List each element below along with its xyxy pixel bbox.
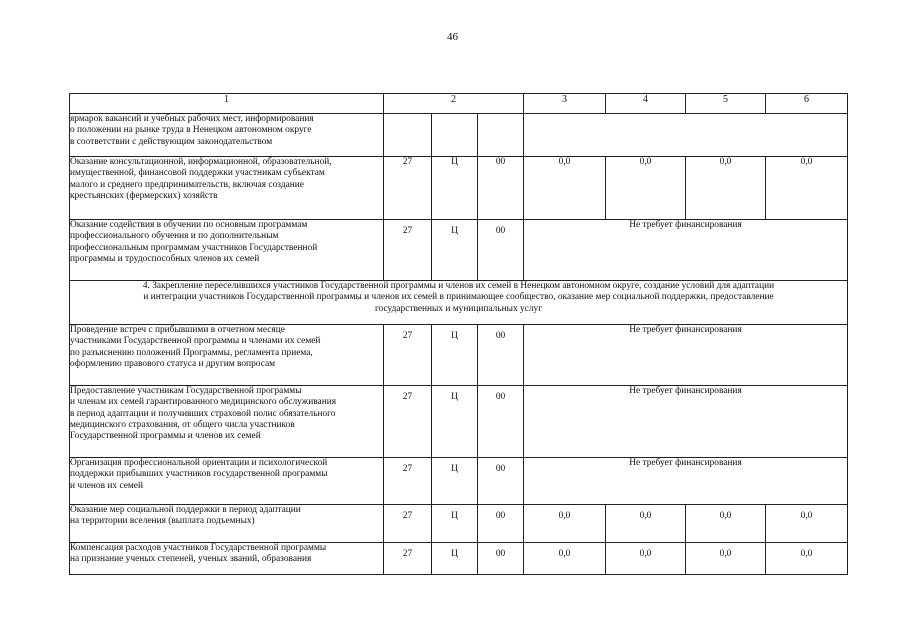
code-cell: 27 <box>384 386 432 458</box>
code-cell: 27 <box>384 157 432 220</box>
funding-note: Не требует финансирования <box>524 386 848 458</box>
code-cell: Ц <box>432 325 478 386</box>
value-cell: 0,0 <box>606 157 686 220</box>
code-cell: Ц <box>432 458 478 505</box>
table-row <box>70 325 848 386</box>
code-cell: 00 <box>478 458 524 505</box>
value-cell: 0,0 <box>606 543 686 575</box>
value-cell <box>524 114 848 157</box>
code-cell: 00 <box>478 386 524 458</box>
section-row <box>70 281 848 325</box>
row-name: Оказание мер социальной поддержки в период адаптации на территории вселения (выплата подъемных) <box>70 505 384 543</box>
table-row <box>70 386 848 458</box>
value-cell: 0,0 <box>766 157 848 220</box>
code-cell: 00 <box>478 157 524 220</box>
row-name: Предоставление участникам Государственной программы и членам их семей гарантированного медицинского обслуживания в период адаптации и получивших страховой полис обязательного медицинского страхования, от общего числа участников Государственной программы и членов их семей <box>70 386 384 458</box>
row-name: Оказание консультационной, информационной, образовательной, имущественной, финансовой поддержки участникам субъектам малого и среднего предпринимательств, включая создание крестьянских (фермерских) хозяйств <box>70 157 384 220</box>
code-cell: 27 <box>384 505 432 543</box>
header-col-1: 1 <box>70 94 384 114</box>
value-cell: 0,0 <box>524 157 606 220</box>
header-col-5: 5 <box>686 94 766 114</box>
value-cell: 0,0 <box>766 505 848 543</box>
code-cell <box>384 114 432 157</box>
code-cell: 00 <box>478 220 524 281</box>
code-cell: 00 <box>478 543 524 575</box>
code-cell <box>478 114 524 157</box>
value-cell: 0,0 <box>686 157 766 220</box>
funding-note: Не требует финансирования <box>524 220 848 281</box>
table-row <box>70 114 848 157</box>
code-cell: Ц <box>432 543 478 575</box>
value-cell: 0,0 <box>524 505 606 543</box>
code-cell <box>432 114 478 157</box>
header-col-4: 4 <box>606 94 686 114</box>
code-cell: Ц <box>432 157 478 220</box>
header-row <box>70 94 848 114</box>
table-row <box>70 220 848 281</box>
table-row <box>70 543 848 575</box>
row-name: Оказание содействия в обучении по основным программам профессионального обучения и по дополнительным профессиональным программам участников Государственной программы и трудоспособных членов их семей <box>70 220 384 281</box>
value-cell: 0,0 <box>606 505 686 543</box>
row-name: Организация профессиональной ориентации и психологической поддержки прибывших участников государственной программы и членов их семей <box>70 458 384 505</box>
section-heading: 4. Закрепление переселившихся участников Государственной программы и членов их семей в Ненецком автономном округе, создание условий для адаптации и интеграции участников Государственной программы и членов их семей в принимающее сообщество, оказание мер социальной поддержки, предоставление государственных и муниципальных услуг <box>70 281 848 325</box>
value-cell: 0,0 <box>686 543 766 575</box>
value-cell: 0,0 <box>766 543 848 575</box>
header-col-2: 2 <box>384 94 524 114</box>
table-row <box>70 458 848 505</box>
table-row <box>70 505 848 543</box>
row-name: Проведение встреч с прибывшими в отчетном месяце участниками Государственной программы и членами их семей по разъяснению положений Программы, регламента приема, оформлению правового статуса и другим вопросам <box>70 325 384 386</box>
table-row <box>70 157 848 220</box>
header-col-6: 6 <box>766 94 848 114</box>
value-cell: 0,0 <box>686 505 766 543</box>
code-cell: 00 <box>478 505 524 543</box>
budget-table <box>69 93 848 575</box>
header-col-3: 3 <box>524 94 606 114</box>
code-cell: 27 <box>384 543 432 575</box>
code-cell: 27 <box>384 325 432 386</box>
row-name: Компенсация расходов участников Государственной программы на признание ученых степеней, ученых званий, образования <box>70 543 384 575</box>
code-cell: Ц <box>432 386 478 458</box>
value-cell: 0,0 <box>524 543 606 575</box>
code-cell: Ц <box>432 505 478 543</box>
funding-note: Не требует финансирования <box>524 458 848 505</box>
funding-note: Не требует финансирования <box>524 325 848 386</box>
code-cell: Ц <box>432 220 478 281</box>
code-cell: 27 <box>384 220 432 281</box>
code-cell: 27 <box>384 458 432 505</box>
page-number: 46 <box>447 31 458 43</box>
row-name: ярмарок вакансий и учебных рабочих мест, информирования о положении на рынке труда в Ненецком автономном округе в соответствии с действующим законодательством <box>70 114 384 157</box>
code-cell: 00 <box>478 325 524 386</box>
